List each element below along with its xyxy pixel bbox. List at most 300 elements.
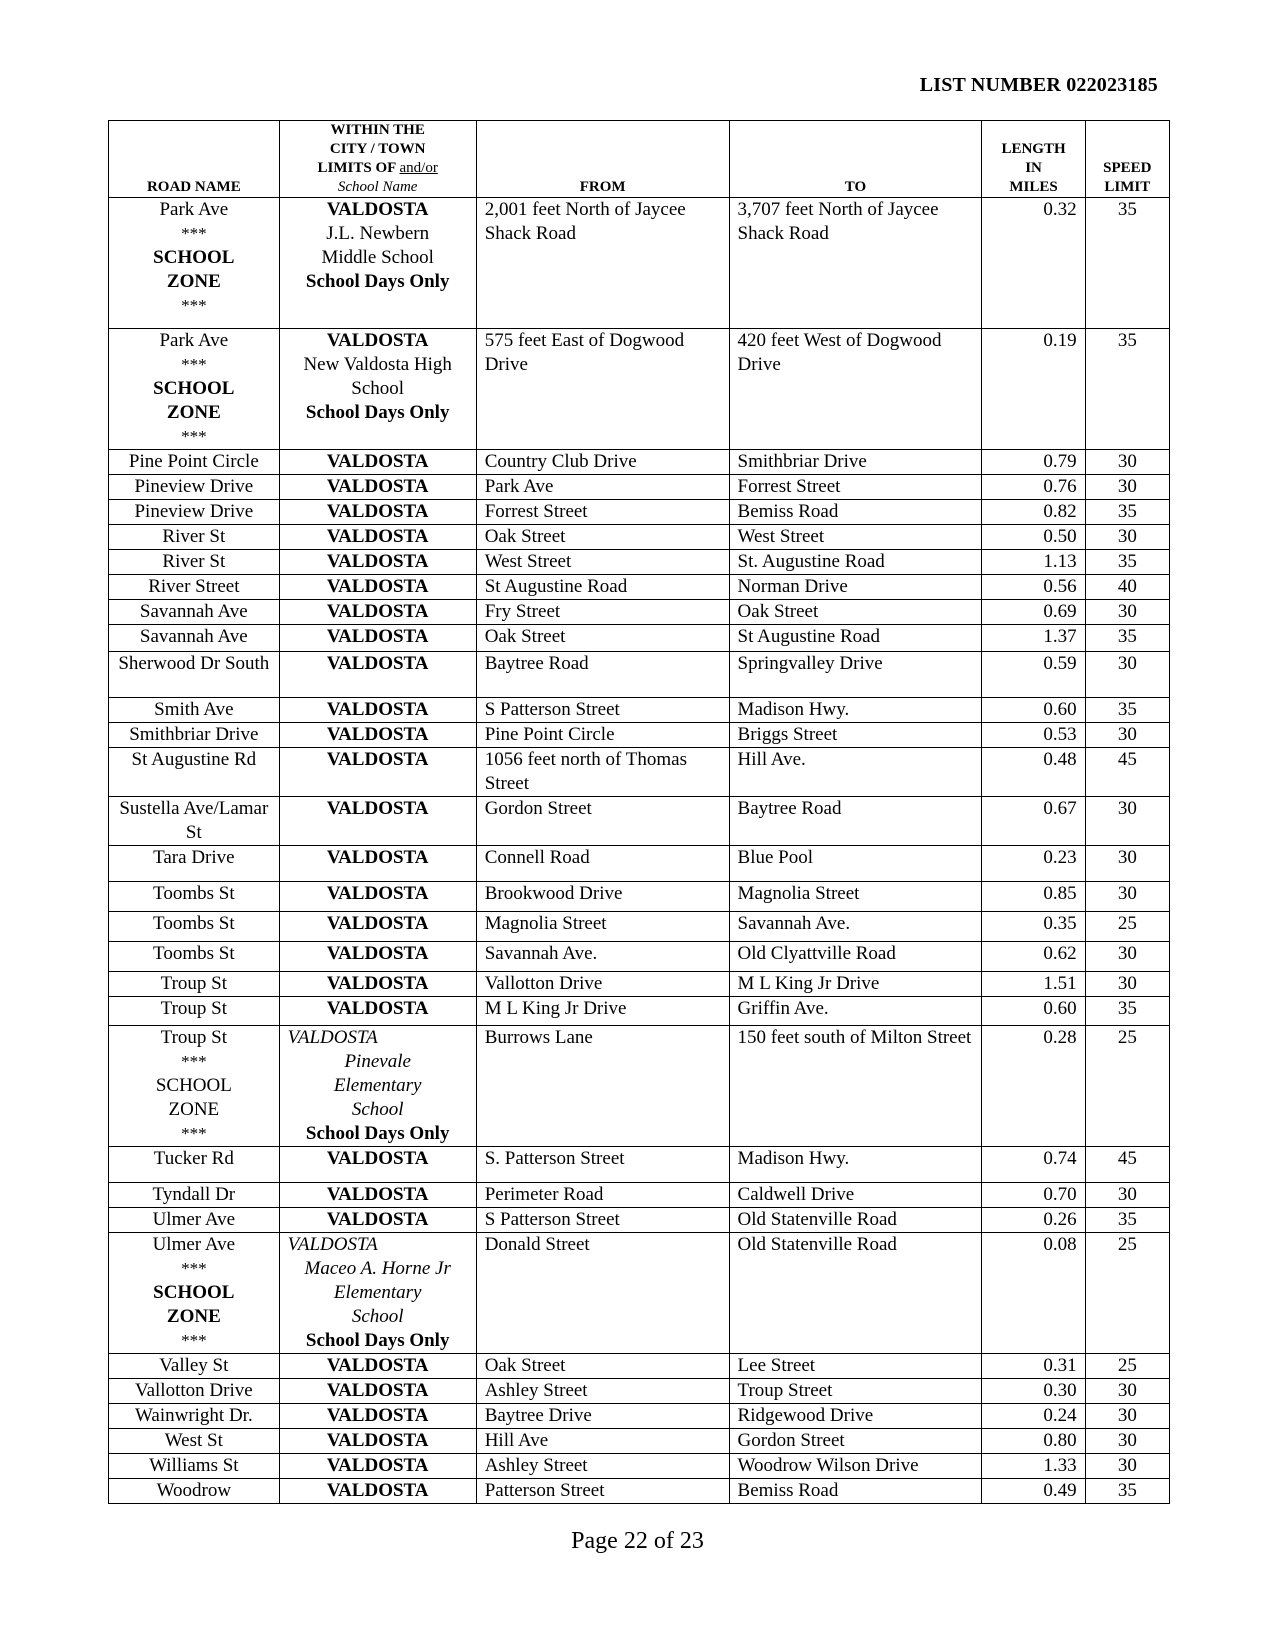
city-limits-cell	[279, 912, 476, 942]
length-cell: 0.76	[982, 475, 1085, 500]
from-cell: Ashley Street	[476, 1379, 729, 1404]
school-name: Pinevale	[344, 1051, 411, 1072]
school-zone-stars: ***	[181, 1259, 207, 1278]
table-row	[109, 525, 1170, 550]
city-limits-cell	[279, 1208, 476, 1233]
road-name: Tucker Rd	[153, 1148, 234, 1169]
city-name: VALDOSTA	[326, 576, 429, 597]
city-name: VALDOSTA	[287, 1234, 378, 1255]
road-name: River Street	[148, 576, 240, 597]
school-zone-stars: ***	[181, 1052, 207, 1071]
road-name: Savannah Ave	[139, 601, 248, 622]
speed-limit-cell: 35	[1085, 1208, 1169, 1233]
city-name: VALDOSTA	[326, 724, 429, 745]
from-cell: St Augustine Road	[476, 575, 729, 600]
list-number: LIST NUMBER 022023185	[919, 74, 1158, 96]
col-header-road-name: ROAD NAME	[109, 121, 280, 198]
speed-limit-cell: 35	[1085, 198, 1169, 329]
length-cell: 0.85	[982, 882, 1085, 912]
road-name: Tyndall Dr	[152, 1184, 236, 1205]
from-cell: Hill Ave	[476, 1429, 729, 1454]
to-cell: Lee Street	[729, 1354, 982, 1379]
from-cell: Baytree Road	[476, 652, 729, 698]
road-name: Vallotton Drive	[134, 1380, 253, 1401]
road-name: Pineview Drive	[134, 501, 254, 522]
from-cell: Savannah Ave.	[476, 942, 729, 972]
city-name: VALDOSTA	[326, 526, 429, 547]
to-cell: Briggs Street	[729, 723, 982, 748]
speed-limit-cell: 35	[1085, 1479, 1169, 1504]
to-cell: Magnolia Street	[729, 882, 982, 912]
table-row	[109, 882, 1170, 912]
table-body	[109, 198, 1170, 1504]
table-row	[109, 1404, 1170, 1429]
city-name: VALDOSTA	[326, 601, 429, 622]
road-name-cell	[109, 329, 280, 450]
table-row	[109, 748, 1170, 797]
road-name: Pine Point Circle	[128, 451, 259, 472]
table-row	[109, 1026, 1170, 1147]
city-limits-cell	[279, 1183, 476, 1208]
road-name: Sustella Ave/Lamar St	[119, 798, 269, 843]
road-name-cell	[109, 797, 280, 846]
from-cell: Fry Street	[476, 600, 729, 625]
length-cell: 0.74	[982, 1147, 1085, 1183]
road-name-cell	[109, 1404, 280, 1429]
to-cell: Troup Street	[729, 1379, 982, 1404]
city-name: VALDOSTA	[326, 1455, 429, 1476]
length-cell: 0.08	[982, 1233, 1085, 1354]
city-limits-cell	[279, 1026, 476, 1147]
school-zone-stars: ***	[181, 1331, 207, 1350]
city-name: VALDOSTA	[326, 653, 429, 674]
table-row	[109, 797, 1170, 846]
road-name: Tara Drive	[153, 847, 235, 868]
school-zone-label: SCHOOL	[153, 247, 235, 268]
city-name: VALDOSTA	[326, 998, 429, 1019]
length-cell: 0.67	[982, 797, 1085, 846]
city-name: VALDOSTA	[326, 626, 429, 647]
speed-limit-cell: 40	[1085, 575, 1169, 600]
city-limits-cell	[279, 600, 476, 625]
school-zone-stars: ***	[181, 224, 207, 243]
col-header-length: LENGTH IN MILES	[982, 121, 1085, 198]
city-name: VALDOSTA	[326, 199, 429, 220]
school-name: School	[351, 1099, 404, 1120]
to-cell: 150 feet south of Milton Street	[729, 1026, 982, 1147]
city-limits-cell	[279, 1454, 476, 1479]
road-name: Park Ave	[159, 330, 229, 351]
from-cell: 2,001 feet North of Jaycee Shack Road	[476, 198, 729, 329]
city-name: VALDOSTA	[326, 1430, 429, 1451]
city-limits-cell	[279, 198, 476, 329]
city-name: VALDOSTA	[326, 847, 429, 868]
table-row	[109, 1183, 1170, 1208]
speed-limit-cell: 30	[1085, 797, 1169, 846]
city-limits-cell	[279, 475, 476, 500]
from-cell: Baytree Drive	[476, 1404, 729, 1429]
to-cell: Woodrow Wilson Drive	[729, 1454, 982, 1479]
road-name-cell	[109, 748, 280, 797]
road-name: Troup St	[160, 973, 228, 994]
from-cell: S. Patterson Street	[476, 1147, 729, 1183]
from-cell: Park Ave	[476, 475, 729, 500]
road-name: Ulmer Ave	[152, 1234, 236, 1255]
road-name: Troup St	[160, 998, 228, 1019]
to-cell: Gordon Street	[729, 1429, 982, 1454]
city-limits-cell	[279, 1479, 476, 1504]
length-cell: 0.50	[982, 525, 1085, 550]
road-name-cell	[109, 1354, 280, 1379]
from-cell: S Patterson Street	[476, 1208, 729, 1233]
road-name-cell	[109, 1233, 280, 1354]
school-zone-label: ZONE	[166, 271, 221, 292]
city-name: VALDOSTA	[326, 699, 429, 720]
road-name: St Augustine Rd	[131, 749, 257, 770]
city-name: VALDOSTA	[326, 1184, 429, 1205]
length-cell: 0.82	[982, 500, 1085, 525]
school-zone-stars: ***	[181, 296, 207, 315]
road-name-cell	[109, 500, 280, 525]
city-name: VALDOSTA	[326, 749, 429, 770]
length-cell: 0.53	[982, 723, 1085, 748]
col-header-speed-limit: SPEED LIMIT	[1085, 121, 1169, 198]
road-name: Valley St	[159, 1355, 229, 1376]
page-number: Page 22 of 23	[571, 1528, 704, 1554]
road-name-cell	[109, 1026, 280, 1147]
speed-limit-cell: 35	[1085, 997, 1169, 1026]
city-limits-cell	[279, 1147, 476, 1183]
city-name: VALDOSTA	[326, 1355, 429, 1376]
city-limits-cell	[279, 882, 476, 912]
city-limits-cell	[279, 1429, 476, 1454]
table-row	[109, 1379, 1170, 1404]
to-cell: Ridgewood Drive	[729, 1404, 982, 1429]
to-cell: St Augustine Road	[729, 625, 982, 652]
table-row	[109, 1454, 1170, 1479]
road-name-cell	[109, 1147, 280, 1183]
to-cell: Caldwell Drive	[729, 1183, 982, 1208]
road-name-cell	[109, 450, 280, 475]
city-limits-cell	[279, 972, 476, 997]
length-cell: 0.62	[982, 942, 1085, 972]
from-cell: Perimeter Road	[476, 1183, 729, 1208]
road-name-cell	[109, 698, 280, 723]
length-cell: 1.37	[982, 625, 1085, 652]
from-cell: 575 feet East of Dogwood Drive	[476, 329, 729, 450]
school-zone-stars: ***	[181, 355, 207, 374]
to-cell: Baytree Road	[729, 797, 982, 846]
city-limits-cell	[279, 329, 476, 450]
school-zone-label: ZONE	[166, 1306, 221, 1327]
speed-limit-cell: 25	[1085, 1354, 1169, 1379]
road-name-cell	[109, 525, 280, 550]
to-cell: Bemiss Road	[729, 1479, 982, 1504]
table-row	[109, 1208, 1170, 1233]
table-row	[109, 1429, 1170, 1454]
to-cell: Springvalley Drive	[729, 652, 982, 698]
speed-limit-cell: 35	[1085, 550, 1169, 575]
school-zone-label: ZONE	[168, 1099, 220, 1120]
city-limits-cell	[279, 942, 476, 972]
city-name: VALDOSTA	[326, 798, 429, 819]
table-row	[109, 723, 1170, 748]
road-name: Toombs St	[153, 943, 235, 964]
speed-limit-cell: 25	[1085, 912, 1169, 942]
speed-limit-cell: 35	[1085, 625, 1169, 652]
school-name: New Valdosta High	[303, 354, 452, 375]
speed-limit-cell: 35	[1085, 500, 1169, 525]
to-cell: M L King Jr Drive	[729, 972, 982, 997]
road-name: Toombs St	[153, 913, 235, 934]
speed-limit-cell: 30	[1085, 475, 1169, 500]
city-name: VALDOSTA	[326, 883, 429, 904]
from-cell: Magnolia Street	[476, 912, 729, 942]
city-limits-cell	[279, 846, 476, 882]
road-name-cell	[109, 1379, 280, 1404]
table-row	[109, 625, 1170, 652]
length-cell: 1.51	[982, 972, 1085, 997]
to-cell: 420 feet West of Dogwood Drive	[729, 329, 982, 450]
speed-limit-cell: 30	[1085, 1404, 1169, 1429]
length-cell: 0.30	[982, 1379, 1085, 1404]
to-cell: 3,707 feet North of Jaycee Shack Road	[729, 198, 982, 329]
to-cell: Old Statenville Road	[729, 1208, 982, 1233]
from-cell: Burrows Lane	[476, 1026, 729, 1147]
from-cell: Country Club Drive	[476, 450, 729, 475]
length-cell: 0.48	[982, 748, 1085, 797]
road-name-cell	[109, 972, 280, 997]
length-cell: 0.59	[982, 652, 1085, 698]
from-cell: Oak Street	[476, 1354, 729, 1379]
road-name: Sherwood Dr South	[118, 653, 270, 674]
road-name: Park Ave	[159, 199, 229, 220]
road-name: Pineview Drive	[134, 476, 254, 497]
length-cell: 0.35	[982, 912, 1085, 942]
length-cell: 0.69	[982, 600, 1085, 625]
road-name-cell	[109, 575, 280, 600]
speed-limit-cell: 45	[1085, 748, 1169, 797]
school-name: Maceo A. Horne Jr	[304, 1258, 451, 1279]
city-name: VALDOSTA	[326, 476, 429, 497]
speed-limit-cell: 30	[1085, 846, 1169, 882]
speed-limit-cell: 30	[1085, 1429, 1169, 1454]
city-name: VALDOSTA	[326, 1209, 429, 1230]
school-name: J.L. Newbern	[326, 223, 430, 244]
city-limits-cell	[279, 797, 476, 846]
city-limits-cell	[279, 1354, 476, 1379]
to-cell: Griffin Ave.	[729, 997, 982, 1026]
school-name: School	[351, 1306, 404, 1327]
road-name-cell	[109, 942, 280, 972]
city-limits-cell	[279, 723, 476, 748]
school-name: Elementary	[333, 1075, 422, 1096]
length-cell: 0.79	[982, 450, 1085, 475]
school-zone-label: SCHOOL	[153, 378, 235, 399]
road-name-cell	[109, 652, 280, 698]
from-cell: Forrest Street	[476, 500, 729, 525]
length-cell: 0.70	[982, 1183, 1085, 1208]
road-name-cell	[109, 1208, 280, 1233]
from-cell: S Patterson Street	[476, 698, 729, 723]
length-cell: 0.24	[982, 1404, 1085, 1429]
length-cell: 0.56	[982, 575, 1085, 600]
table-row	[109, 1233, 1170, 1354]
table-row	[109, 1479, 1170, 1504]
speed-limit-cell: 35	[1085, 329, 1169, 450]
speed-limit-cell: 30	[1085, 942, 1169, 972]
city-name: VALDOSTA	[326, 501, 429, 522]
city-name: VALDOSTA	[326, 451, 429, 472]
city-limits-cell	[279, 997, 476, 1026]
school-zone-label: SCHOOL	[155, 1075, 232, 1096]
road-name: Smith Ave	[154, 699, 234, 720]
road-name: River St	[162, 551, 226, 572]
city-limits-cell	[279, 500, 476, 525]
city-limits-cell	[279, 1404, 476, 1429]
city-name: VALDOSTA	[326, 1405, 429, 1426]
from-cell: Donald Street	[476, 1233, 729, 1354]
length-cell: 0.26	[982, 1208, 1085, 1233]
road-name: West St	[164, 1430, 223, 1451]
speed-limit-cell: 25	[1085, 1026, 1169, 1147]
length-cell: 0.28	[982, 1026, 1085, 1147]
city-name: VALDOSTA	[326, 551, 429, 572]
road-name-cell	[109, 1479, 280, 1504]
to-cell: Hill Ave.	[729, 748, 982, 797]
to-cell: Oak Street	[729, 600, 982, 625]
to-cell: Blue Pool	[729, 846, 982, 882]
road-name-cell	[109, 882, 280, 912]
table-row	[109, 942, 1170, 972]
to-cell: Old Statenville Road	[729, 1233, 982, 1354]
length-cell: 0.80	[982, 1429, 1085, 1454]
speed-limit-cell: 45	[1085, 1147, 1169, 1183]
road-name-cell	[109, 723, 280, 748]
table-row	[109, 1147, 1170, 1183]
length-cell: 0.49	[982, 1479, 1085, 1504]
from-cell: Pine Point Circle	[476, 723, 729, 748]
city-name: VALDOSTA	[326, 1480, 429, 1501]
speed-limit-cell: 35	[1085, 698, 1169, 723]
road-name-cell	[109, 846, 280, 882]
road-name-cell	[109, 997, 280, 1026]
table-row	[109, 600, 1170, 625]
to-cell: Savannah Ave.	[729, 912, 982, 942]
school-name: Elementary	[333, 1282, 422, 1303]
city-name: VALDOSTA	[326, 330, 429, 351]
city-name: VALDOSTA	[326, 973, 429, 994]
table-row	[109, 698, 1170, 723]
table-row	[109, 550, 1170, 575]
length-cell: 0.31	[982, 1354, 1085, 1379]
road-name: Williams St	[149, 1455, 239, 1476]
table-row	[109, 846, 1170, 882]
length-cell: 0.60	[982, 997, 1085, 1026]
table-row	[109, 329, 1170, 450]
to-cell: St. Augustine Road	[729, 550, 982, 575]
from-cell: Gordon Street	[476, 797, 729, 846]
road-name: Woodrow	[156, 1480, 232, 1501]
length-cell: 0.19	[982, 329, 1085, 450]
road-name: Troup St	[160, 1027, 228, 1048]
school-zone-label: SCHOOL	[153, 1282, 235, 1303]
speed-limit-cell: 30	[1085, 972, 1169, 997]
col-header-from: FROM	[476, 121, 729, 198]
speed-limit-cell: 30	[1085, 1379, 1169, 1404]
from-cell: Connell Road	[476, 846, 729, 882]
to-cell: West Street	[729, 525, 982, 550]
table-row	[109, 1354, 1170, 1379]
from-cell: Ashley Street	[476, 1454, 729, 1479]
table-row	[109, 198, 1170, 329]
length-cell: 1.13	[982, 550, 1085, 575]
to-cell: Old Clyattville Road	[729, 942, 982, 972]
from-cell: Oak Street	[476, 525, 729, 550]
school-zone-stars: ***	[181, 427, 207, 446]
speed-limit-cell: 30	[1085, 882, 1169, 912]
city-limits-cell	[279, 698, 476, 723]
road-name-cell	[109, 550, 280, 575]
city-limits-cell	[279, 525, 476, 550]
school-days-note: School Days Only	[305, 1123, 450, 1144]
length-cell: 1.33	[982, 1454, 1085, 1479]
city-limits-cell	[279, 450, 476, 475]
table-row	[109, 475, 1170, 500]
city-limits-cell	[279, 748, 476, 797]
city-limits-cell	[279, 625, 476, 652]
speed-limit-cell: 30	[1085, 525, 1169, 550]
table-row	[109, 500, 1170, 525]
to-cell: Smithbriar Drive	[729, 450, 982, 475]
road-name-cell	[109, 600, 280, 625]
city-name: VALDOSTA	[326, 913, 429, 934]
table-row	[109, 652, 1170, 698]
school-zone-label: ZONE	[166, 402, 221, 423]
road-name: Wainwright Dr.	[134, 1405, 253, 1426]
from-cell: Brookwood Drive	[476, 882, 729, 912]
length-cell: 0.32	[982, 198, 1085, 329]
from-cell: West Street	[476, 550, 729, 575]
school-days-note: School Days Only	[305, 1330, 450, 1351]
col-header-to: TO	[729, 121, 982, 198]
city-limits-cell	[279, 1233, 476, 1354]
road-name: River St	[162, 526, 226, 547]
speed-limit-cell: 30	[1085, 1454, 1169, 1479]
road-name: Toombs St	[153, 883, 235, 904]
road-name-cell	[109, 912, 280, 942]
city-limits-cell	[279, 1379, 476, 1404]
road-name-cell	[109, 625, 280, 652]
road-name: Savannah Ave	[139, 626, 248, 647]
col-header-within-limits: WITHIN THE CITY / TOWN LIMITS OF and/or School Name	[279, 121, 476, 198]
from-cell: Patterson Street	[476, 1479, 729, 1504]
road-name: Smithbriar Drive	[129, 724, 259, 745]
to-cell: Bemiss Road	[729, 500, 982, 525]
table-row	[109, 912, 1170, 942]
school-name: School	[351, 378, 405, 399]
from-cell: 1056 feet north of Thomas Street	[476, 748, 729, 797]
table-row	[109, 997, 1170, 1026]
speed-zone-table	[108, 120, 1170, 1504]
city-limits-cell	[279, 652, 476, 698]
table-row	[109, 575, 1170, 600]
speed-limit-cell: 30	[1085, 1183, 1169, 1208]
table-row	[109, 972, 1170, 997]
road-name-cell	[109, 1429, 280, 1454]
speed-limit-cell: 30	[1085, 652, 1169, 698]
speed-limit-cell: 30	[1085, 723, 1169, 748]
